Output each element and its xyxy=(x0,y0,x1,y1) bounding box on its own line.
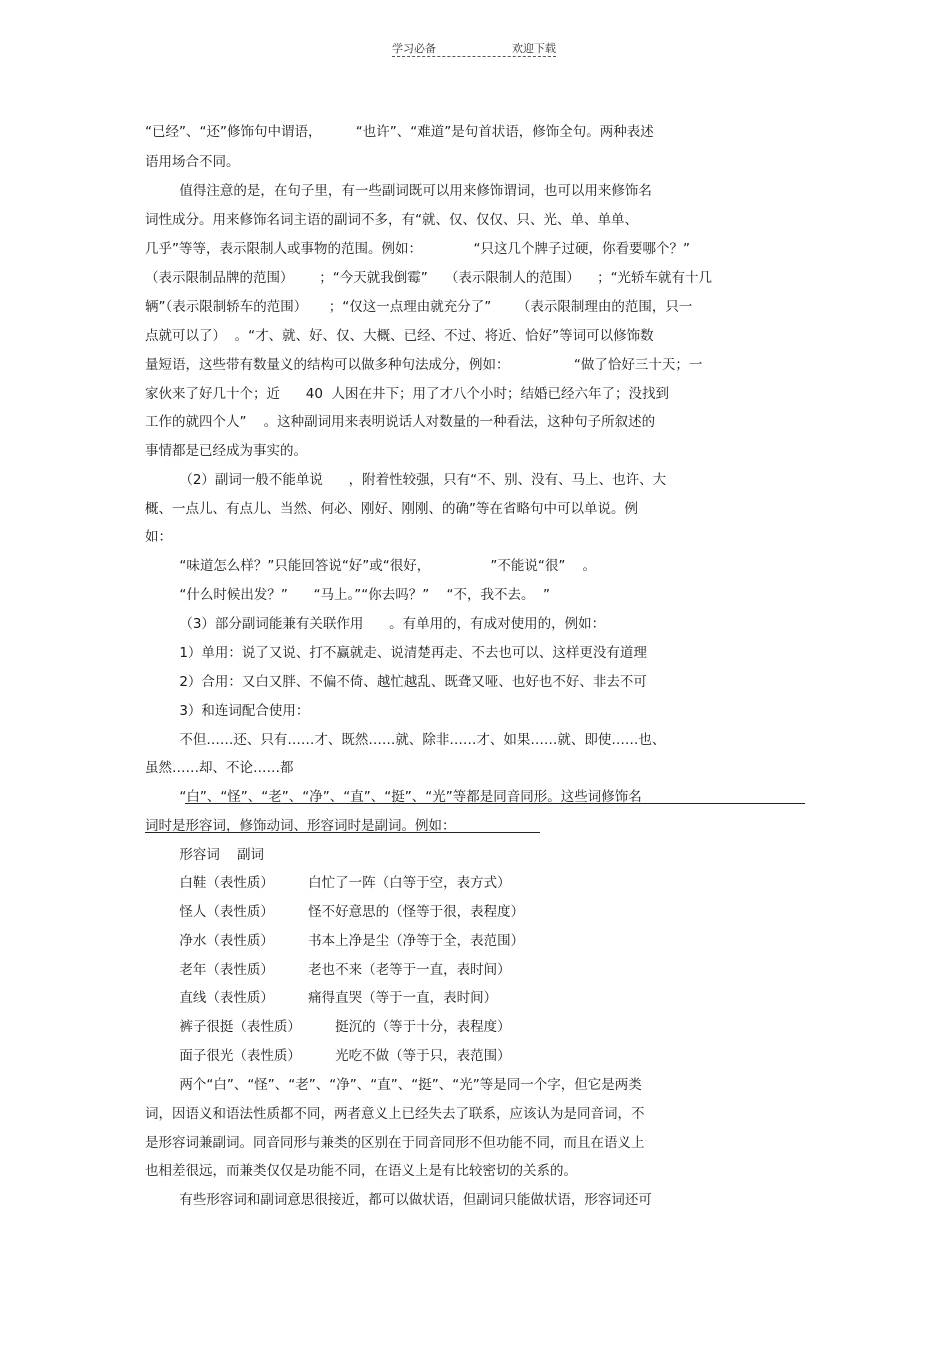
text-line: 面子很光（表性质） 光吃不做（等于只，表范围） xyxy=(145,1048,511,1064)
text-line: 直线（表性质） 痛得直哭（等于一直，表时间） xyxy=(145,990,498,1006)
text-line: 事情都是已经成为事实的。 xyxy=(145,443,307,459)
text-line: 词，因语义和语法性质都不同，两者意义上已经失去了联系，应该认为是同音词，不 xyxy=(145,1106,645,1122)
text-line: 语用场合不同。 xyxy=(145,154,240,170)
text-line: “味道怎么样？”只能回答说“好”或“很好， ”不能说“很” 。 xyxy=(145,558,597,574)
text-line: 也相差很远，而兼类仅仅是功能不同，在语义上是有比较密切的关系的。 xyxy=(145,1163,577,1179)
text-line: “什么时候出发？” “马上。”“你去吗？” “不，我不去。 ” xyxy=(145,587,551,603)
text-line: “已经”、“还”修饰句中谓语， “也许”、“难道”是句首状语，修饰全句。两种表述 xyxy=(145,124,654,140)
text-line: 量短语，这些带有数量义的结构可以做多种句法成分，例如： “做了恰好三十天；一 xyxy=(145,357,703,373)
text-line: 白鞋（表性质） 白忙了一阵（白等于空，表方式） xyxy=(145,875,511,891)
text-line: 形容词 副词 xyxy=(145,847,264,863)
text-line: 家伙来了好几十个；近 40 人困在井下；用了才八个小时；结婚已经六年了；没找到 xyxy=(145,386,670,402)
text-line: 点就可以了） 。“才、就、好、仅、大概、已经、不过、将近、恰好”等词可以修饰数 xyxy=(145,328,654,344)
page-header xyxy=(392,40,556,58)
text-line: 辆”（表示限制轿车的范围） ；“仅这一点理由就充分了” （表示限制理由的范围，只一 xyxy=(145,299,693,315)
underline-rule xyxy=(185,803,805,804)
text-line: 词时是形容词，修饰动词、形容词时是副词。例如： xyxy=(145,818,456,834)
text-line: 概、一点儿、有点儿、当然、何必、刚好、刚刚、的确”等在省略句中可以单说。例 xyxy=(145,501,638,517)
text-line: 2）合用：又白又胖、不偏不倚、越忙越乱、既聋又哑、也好也不好、非去不可 xyxy=(145,674,647,690)
header-rule xyxy=(392,56,556,57)
text-line: （3）部分副词能兼有关联作用 。有单用的，有成对使用的，例如： xyxy=(145,616,606,632)
text-line: （2）副词一般不能单说 ，附着性较强，只有“不、别、没有、马上、也许、大 xyxy=(145,472,667,488)
text-line: 3）和连词配合使用： xyxy=(145,703,310,719)
text-line: 如： xyxy=(145,529,172,545)
text-line: 1）单用：说了又说、打不赢就走、说清楚再走、不去也可以、这样更没有道理 xyxy=(145,645,647,661)
text-line: （表示限制品牌的范围） ；“今天就我倒霉” （表示限制人的范围） ；“光轿车就有十几 xyxy=(145,270,713,286)
text-line: 老年（表性质） 老也不来（老等于一直，表时间） xyxy=(145,962,511,978)
text-line: 两个“白”、“怪”、“老”、“净”、“直”、“挺”、“光”等是同一个字，但它是两类 xyxy=(145,1077,642,1093)
text-line: 虽然……却、不论……都 xyxy=(145,760,294,776)
text-line: 裤子很挺（表性质） 挺沉的（等于十分，表程度） xyxy=(145,1019,511,1035)
header-right-text: 欢迎下载 xyxy=(512,42,556,55)
underline-rule xyxy=(145,832,540,833)
header-left-text: 学习必备 xyxy=(392,42,436,55)
text-line: 怪人（表性质） 怪不好意思的（怪等于很，表程度） xyxy=(145,904,525,920)
text-line: 工作的就四个人” 。这种副词用来表明说话人对数量的一种看法，这种句子所叙述的 xyxy=(145,414,656,430)
text-line: “白”、“怪”、“老”、“净”、“直”、“挺”、“光”等都是同音同形。这些词修饰名 xyxy=(145,789,642,805)
text-line: 是形容词兼副词。同音同形与兼类的区别在于同音同形不但功能不同，而且在语义上 xyxy=(145,1135,645,1151)
text-line: 净水（表性质） 书本上净是尘（净等于全，表范围） xyxy=(145,933,525,949)
text-line: 不但……还、只有……才、既然……就、除非……才、如果……就、即使……也、 xyxy=(145,732,666,748)
text-line: 词性成分。用来修饰名词主语的副词不多，有“就、仅、仅仅、只、光、单、单单、 xyxy=(145,212,638,228)
text-line: 值得注意的是，在句子里，有一些副词既可以用来修饰谓词，也可以用来修饰名 xyxy=(145,183,652,199)
text-line: 有些形容词和副词意思很接近，都可以做状语，但副词只能做状语，形容词还可 xyxy=(145,1192,652,1208)
text-line: 几乎”等等，表示限制人或事物的范围。例如： “只这几个牌子过硬，你看要哪个？” xyxy=(145,241,690,257)
